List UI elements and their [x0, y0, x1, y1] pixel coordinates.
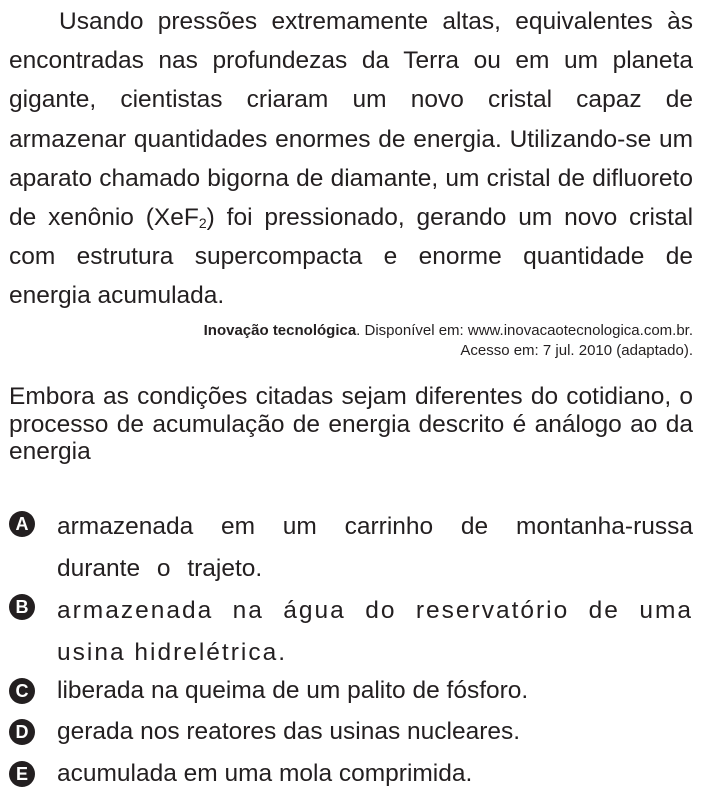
- option-a-letter-badge: A: [9, 511, 35, 537]
- option-e-text: acumulada em uma mola comprimida.: [57, 760, 473, 787]
- source-publication: Inovação tecnológica: [203, 322, 357, 339]
- option-b-text: armazenada na água do reservatório de uma usina hidrelétrica.: [57, 597, 693, 666]
- passage-text-part-2: ) foi pressionado, gerando um novo cristal com estrutura supercompacta e enorme quantidade de energia acumulada.: [9, 204, 694, 310]
- formula-subscript: 2: [198, 215, 207, 232]
- option-b-letter-badge: B: [9, 594, 35, 620]
- passage-text: [9, 2, 693, 316]
- option-a-text: armazenada em um carrinho de montanha-russa durante o trajeto.: [57, 513, 693, 582]
- option-e-letter-badge: E: [9, 761, 35, 787]
- option-d-text: gerada nos reatores das usinas nucleares.: [57, 718, 521, 745]
- option-c-letter-badge: C: [9, 678, 35, 704]
- passage-text-part-1: Usando pressões extremamente altas, equivalentes às encontradas nas profundezas da Terra ou em um planeta gigante, cientistas criaram um novo cristal capaz de armazenar quantidades enormes de energia. Utilizando-se um aparato chamado bigorna de diamante, um cristal de difluoreto de xenônio (XeF: [9, 8, 693, 232]
- option-c-text: liberada na queima de um palito de fósforo.: [57, 677, 529, 704]
- source-access-date: Acesso em: 7 jul. 2010 (adaptado).: [460, 342, 693, 359]
- source-availability: . Disponível em: www.inovacaotecnologica.com.br.: [356, 322, 693, 339]
- question-stem: Embora as condições citadas sejam diferentes do cotidiano, o processo de acumulação de energia descrito é análogo ao da energia: [9, 383, 693, 465]
- source-citation: [204, 321, 693, 361]
- option-d-letter-badge: D: [9, 719, 35, 745]
